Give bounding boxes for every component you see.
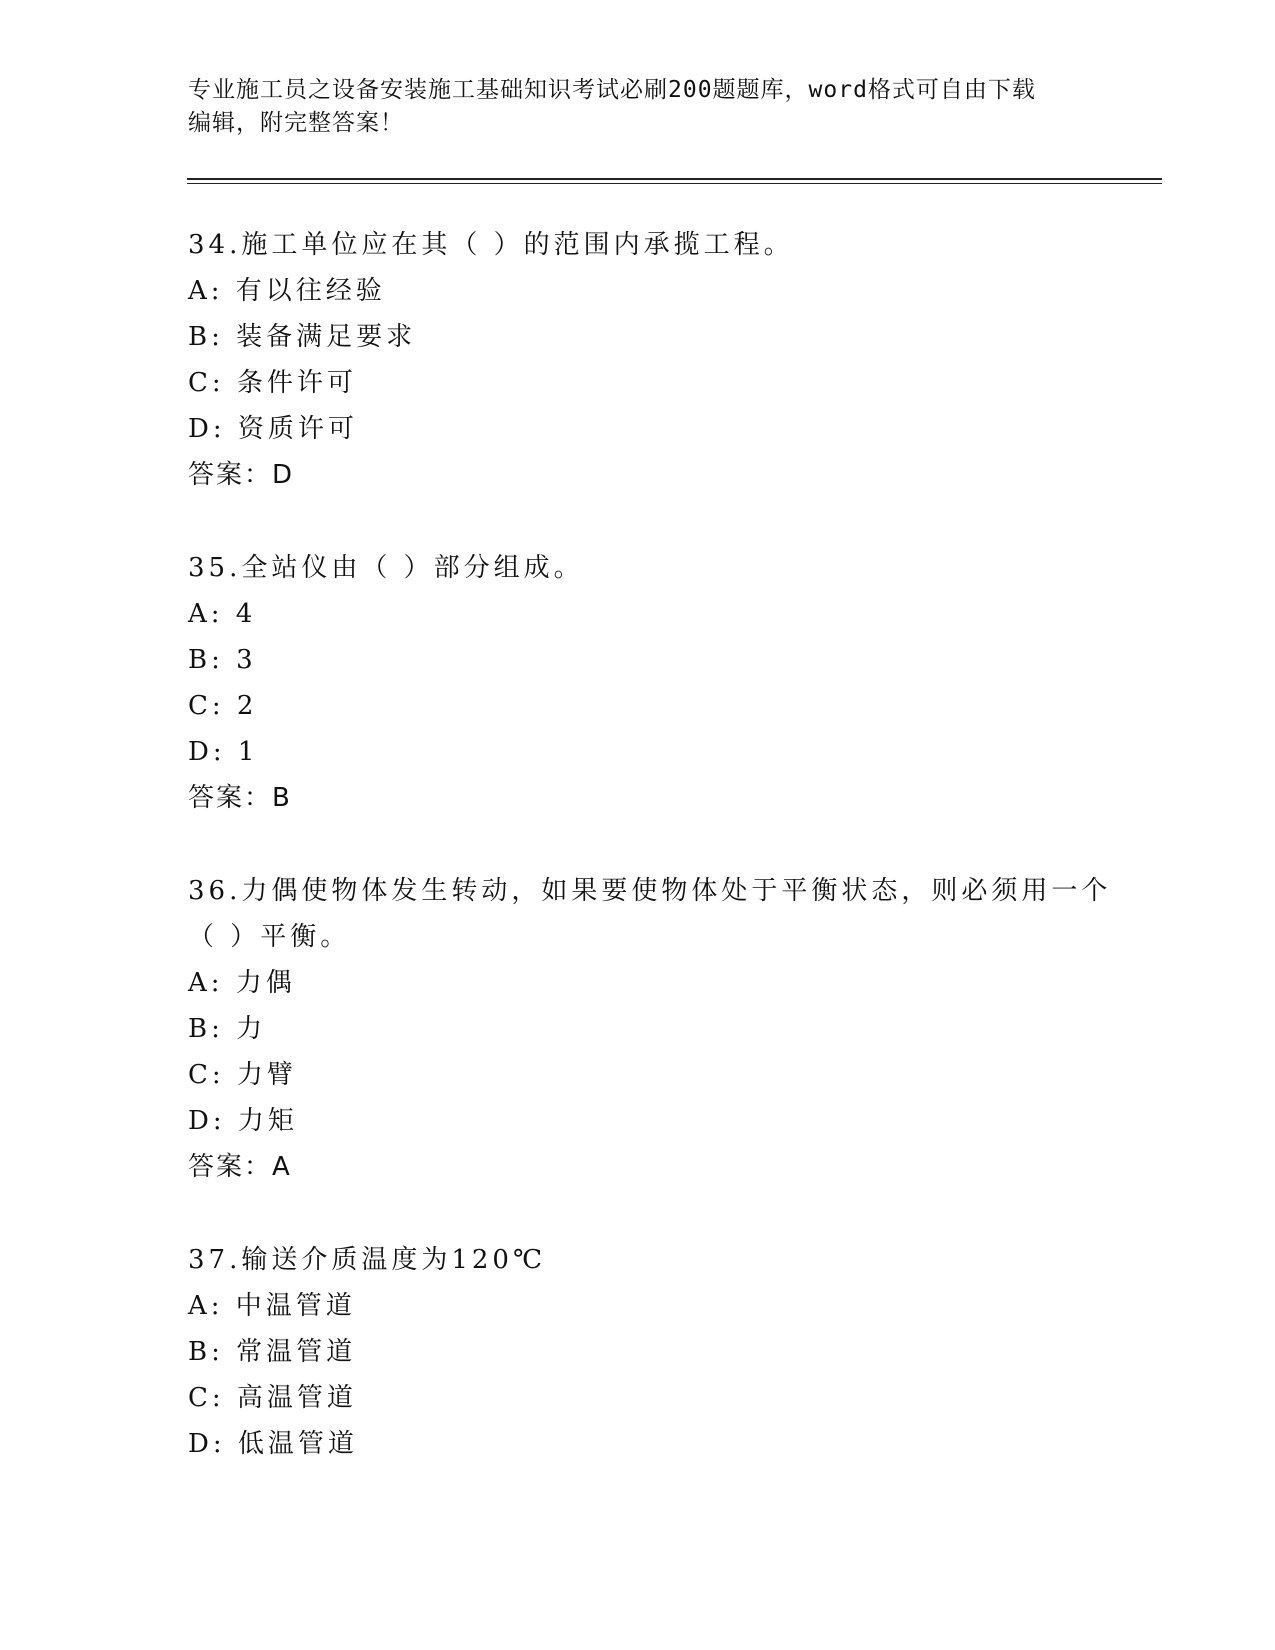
option-c: C: 条件许可	[188, 368, 357, 398]
question-stem: 35.全站仪由（ ）部分组成。	[188, 553, 584, 583]
option-d: D: 低温管道	[188, 1429, 358, 1459]
option-b: B: 常温管道	[188, 1337, 357, 1367]
question-stem: 37.输送介质温度为120℃	[188, 1245, 547, 1275]
question-35	[188, 545, 1088, 821]
document-header	[188, 74, 1068, 140]
option-d: D: 1	[188, 737, 259, 767]
question-37	[188, 1237, 1088, 1467]
question-stem: 36.力偶使物体发生转动，如果要使物体处于平衡状态，则必须用一个	[188, 876, 1112, 906]
option-b: B: 装备满足要求	[188, 322, 417, 352]
header-title-line1: 专业施工员之设备安装施工基础知识考试必刷200题题库，word格式可自由下载	[188, 77, 1036, 103]
option-c: C: 2	[188, 691, 258, 721]
option-a: A: 中温管道	[188, 1291, 356, 1321]
answer: 答案：B	[188, 783, 292, 813]
option-d: D: 资质许可	[188, 414, 358, 444]
option-a: A: 4	[188, 599, 257, 629]
option-d: D: 力矩	[188, 1106, 298, 1136]
option-a: A: 有以往经验	[188, 276, 386, 306]
option-b: B: 3	[188, 645, 257, 675]
option-c: C: 高温管道	[188, 1383, 357, 1413]
header-title-line2: 编辑，附完整答案！	[188, 110, 404, 136]
question-stem-continued: （ ）平衡。	[188, 922, 351, 952]
header-divider-thin	[187, 183, 1162, 184]
option-b: B: 力	[188, 1014, 267, 1044]
question-stem: 34.施工单位应在其（ ）的范围内承揽工程。	[188, 230, 794, 260]
question-36	[188, 868, 1112, 1190]
option-a: A: 力偶	[188, 968, 296, 998]
question-34	[188, 222, 1088, 498]
header-divider-thick	[187, 178, 1162, 180]
answer: 答案：D	[188, 460, 295, 490]
answer: 答案：A	[188, 1152, 292, 1182]
option-c: C: 力臂	[188, 1060, 297, 1090]
